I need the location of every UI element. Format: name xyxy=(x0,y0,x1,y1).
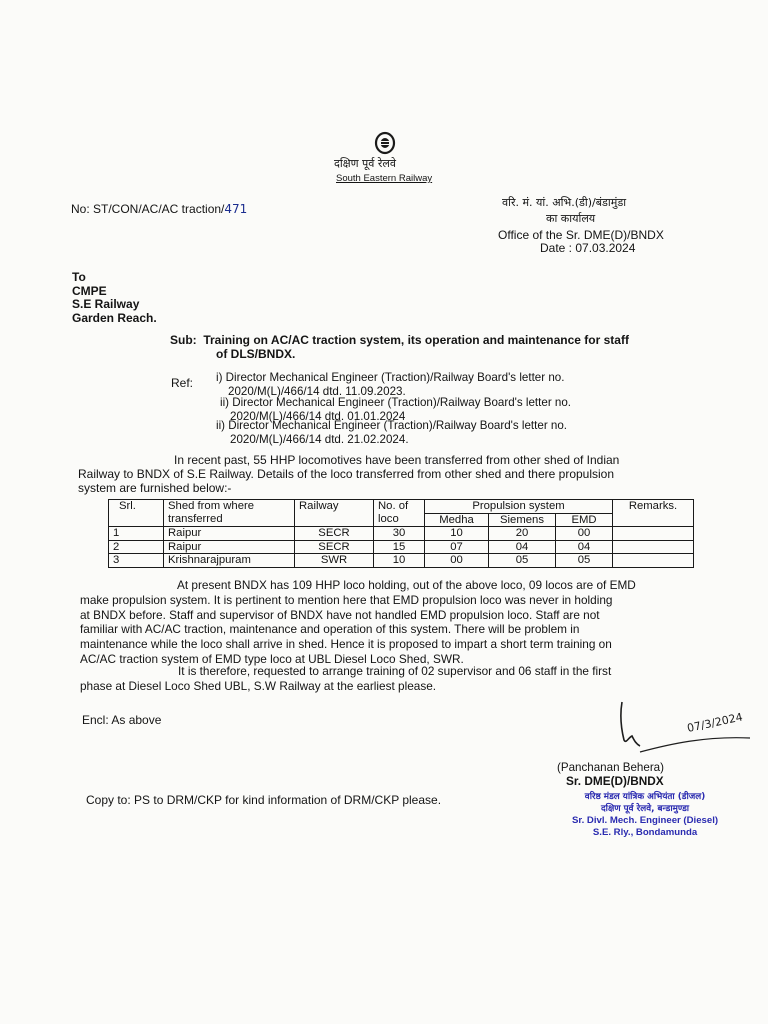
reference-line: 2020/M(L)/466/14 dtd. 01.01.2024 xyxy=(230,409,406,423)
cell-siemens: 05 xyxy=(489,554,556,568)
office-hindi-line2: का कार्यालय xyxy=(546,212,596,225)
header-shed-line: transferred xyxy=(168,512,223,525)
paragraph-line: system are furnished below:- xyxy=(78,481,232,495)
reference-line: ii) Director Mechanical Engineer (Traction)/Railway Board's letter no. xyxy=(220,396,572,409)
cell-emd: 00 xyxy=(556,527,613,541)
cell-railway: SWR xyxy=(295,554,374,568)
ref-label: Ref: xyxy=(171,376,194,390)
cell-emd: 05 xyxy=(556,554,613,568)
paragraph-line: It is therefore, requested to arrange training of 02 supervisor and 06 staff in the first xyxy=(178,664,612,678)
header-srl: Srl. xyxy=(109,500,164,527)
reference-line: i) Director Mechanical Engineer (Traction)/Railway Board's letter no. xyxy=(216,371,565,384)
cell-railway: SECR xyxy=(295,540,374,554)
cell-remarks xyxy=(613,540,694,554)
enclosure-note: Encl: As above xyxy=(82,713,162,727)
paragraph-intro xyxy=(78,453,619,495)
addressee-line: CMPE xyxy=(72,283,107,298)
cell-srl: 1 xyxy=(109,527,164,541)
addressee-block xyxy=(72,271,157,325)
cell-no: 30 xyxy=(374,527,425,541)
header-siemens: Siemens xyxy=(489,513,556,527)
subject-label: Sub: xyxy=(170,333,197,347)
cell-medha: 00 xyxy=(425,554,489,568)
cell-siemens: 04 xyxy=(489,540,556,554)
signatory-designation: Sr. DME(D)/BNDX xyxy=(566,774,664,788)
paragraph-line: phase at Diesel Loco Shed UBL, S.W Railway at the earliest please. xyxy=(80,678,437,693)
cell-remarks xyxy=(613,527,694,541)
paragraph-line: In recent past, 55 HHP locomotives have been transferred from other shed of Indian xyxy=(174,453,620,467)
cell-medha: 07 xyxy=(425,540,489,554)
paragraph-line: Railway to BNDX of S.E Railway. Details of the loco transferred from other shed and there propulsion xyxy=(78,467,615,481)
reference-line: 2020/M(L)/466/14 dtd. 21.02.2024. xyxy=(230,432,409,446)
official-stamp xyxy=(572,791,718,839)
cell-shed: Raipur xyxy=(164,540,295,554)
copy-to-note: Copy to: PS to DRM/CKP for kind information of DRM/CKP please. xyxy=(86,793,442,807)
header-no-loco xyxy=(374,500,425,527)
railway-emblem-logo xyxy=(374,131,396,155)
table-row xyxy=(109,540,694,554)
stamp-line: वरिष्ठ मंडल यांत्रिक अभियंता (डीजल) xyxy=(584,792,706,802)
cell-remarks xyxy=(613,554,694,568)
svg-text:07/3/2024: 07/3/2024 xyxy=(685,710,744,735)
reference-line: 2020/M(L)/466/14 dtd. 11.09.2023. xyxy=(228,384,406,398)
cell-medha: 10 xyxy=(425,527,489,541)
office-hindi-line1: वरि. मं. यां. अभि.(डी)/बंडामुंडा xyxy=(502,196,627,209)
header-shed xyxy=(164,500,295,527)
reference-item xyxy=(216,371,564,398)
subject-line2: of DLS/BNDX. xyxy=(216,347,296,361)
subject-block xyxy=(170,333,629,361)
addressee-line: To xyxy=(72,270,86,284)
office-english: Office of the Sr. DME(D)/BNDX xyxy=(498,228,664,242)
cell-no: 15 xyxy=(374,540,425,554)
letter-number xyxy=(71,202,247,216)
header-no-line: loco xyxy=(378,512,399,525)
paragraph-line: AC/AC traction system of EMD type loco at UBL Diesel Loco Shed, SWR. xyxy=(80,651,464,666)
cell-railway: SECR xyxy=(295,527,374,541)
header-railway: Railway xyxy=(295,500,374,527)
letter-number-prefix: No: ST/CON/AC/AC traction/ xyxy=(71,202,225,216)
org-name-hindi: दक्षिण पूर्व रेलवे xyxy=(334,157,396,170)
paragraph-request xyxy=(80,664,611,694)
subject-line1: Training on AC/AC traction system, its operation and maintenance for staff xyxy=(203,333,629,347)
cell-no: 10 xyxy=(374,554,425,568)
reference-line: ii) Director Mechanical Engineer (Traction)/Railway Board's letter no. xyxy=(216,419,568,432)
reference-item xyxy=(216,419,567,446)
paragraph-line: at BNDX before. Staff and supervisor of BNDX have not handled EMD propulsion loco. Staff are not xyxy=(80,607,600,622)
header-shed-line: Shed from where xyxy=(168,500,255,512)
stamp-line: दक्षिण पूर्व रेलवे, बन्डामुण्डा xyxy=(601,804,690,814)
header-medha: Medha xyxy=(425,513,489,527)
header-emd: EMD xyxy=(556,513,613,527)
addressee-line: S.E Railway xyxy=(72,297,140,311)
header-propulsion: Propulsion system xyxy=(425,500,613,514)
table-header-row xyxy=(109,500,694,514)
header-no-line: No. of xyxy=(378,500,409,512)
paragraph-line: At present BNDX has 109 HHP loco holding, out of the above loco, 09 locos are of EMD xyxy=(177,578,636,592)
cell-srl: 3 xyxy=(109,554,164,568)
paragraph-line: make propulsion system. It is pertinent to mention here that EMD propulsion loco was never in holding xyxy=(80,592,613,607)
table-row xyxy=(109,554,694,568)
paragraph-line: familiar with AC/AC traction, maintenance and operation of this system. There will be problem in xyxy=(80,622,580,637)
cell-shed: Krishnarajpuram xyxy=(164,554,295,568)
paragraph-holding xyxy=(80,578,636,667)
cell-shed: Raipur xyxy=(164,527,295,541)
handwritten-signature xyxy=(610,700,768,764)
signatory-name: (Panchanan Behera) xyxy=(557,761,664,774)
cell-emd: 04 xyxy=(556,540,613,554)
org-name-english: South Eastern Railway xyxy=(336,173,433,184)
header-remarks: Remarks. xyxy=(613,500,694,527)
letter-number-handwritten: 471 xyxy=(224,202,248,216)
addressee-line: Garden Reach. xyxy=(72,310,157,325)
stamp-line: S.E. Rly., Bondamunda xyxy=(592,827,698,838)
letter-date: Date : 07.03.2024 xyxy=(540,241,636,255)
table-row xyxy=(109,527,694,541)
cell-siemens: 20 xyxy=(489,527,556,541)
paragraph-line: maintenance while the loco shall arrive in shed. Hence it is proposed to impart a short term training on xyxy=(80,637,612,652)
loco-transfer-table xyxy=(108,499,694,568)
cell-srl: 2 xyxy=(109,540,164,554)
stamp-line: Sr. Divl. Mech. Engineer (Diesel) xyxy=(572,815,719,826)
